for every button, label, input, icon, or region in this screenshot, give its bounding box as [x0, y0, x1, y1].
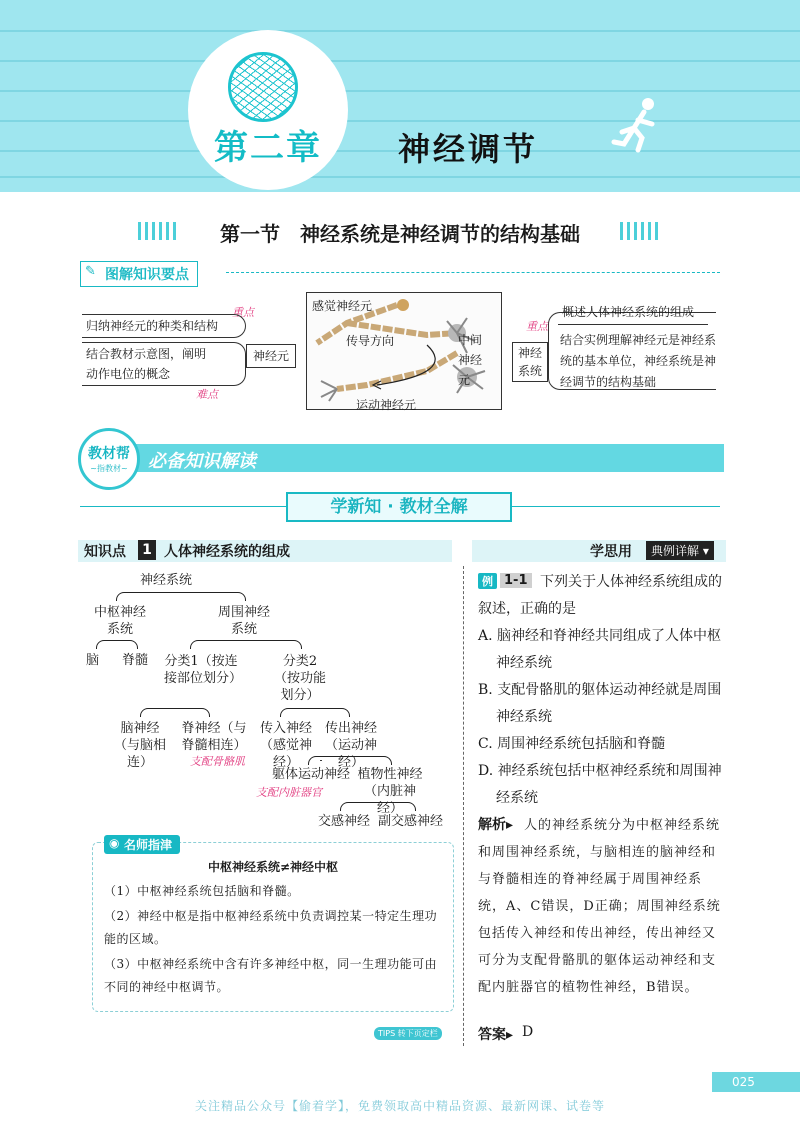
answer-value: D	[522, 1024, 534, 1040]
badge	[78, 428, 140, 490]
analysis-label-text: 解析	[478, 817, 506, 833]
option-c: C. 周围神经系统包括脑和脊髓	[478, 736, 666, 752]
example-tag: 例	[478, 573, 497, 589]
tree-note-skeletal: 支配骨骼肌	[190, 755, 245, 768]
triangle-right-icon: ▸	[506, 817, 514, 833]
tree-cranial: 脑神经（与脑相连）	[113, 721, 166, 770]
neuron-node: 神经元	[246, 344, 296, 368]
tree-note-viscera: 支配内脏器官	[256, 786, 322, 799]
diagram-tag	[80, 261, 198, 287]
section-title: 第一节 神经系统是神经调节的结构基础	[220, 222, 580, 246]
tag-rule	[226, 272, 720, 273]
right-item-2: 结合实例理解神经元是神经系统的基本单位，神经系统是神经调节的结构基础	[560, 333, 717, 389]
title-deco-right	[620, 222, 662, 240]
tree-brace-cat2	[280, 708, 350, 717]
sensory-neuron-label: 感觉神经元	[312, 299, 373, 313]
tree-brace-cns	[96, 640, 138, 649]
chapter-number: 第二章	[214, 128, 322, 168]
interneuron-label: 中间神经元	[458, 333, 483, 387]
triangle-right-icon-2: ▸	[506, 1027, 514, 1043]
tips-badge: TIPS 转下页定栏	[374, 1027, 442, 1040]
tree-somatic: 躯体运动神经	[272, 767, 351, 782]
direction-label: 传导方向	[346, 334, 395, 348]
right-item-1: 概述人体神经系统的组成	[562, 305, 695, 319]
right-key-mark: 重点	[526, 320, 548, 333]
badge-label: 教材帮	[88, 446, 130, 462]
diagram-tag-label: 图解知识要点	[105, 267, 189, 283]
tree-root: 神经系统	[140, 573, 193, 588]
pen-icon: ✎	[85, 264, 96, 279]
tree-brace-autonomic	[340, 802, 416, 811]
tree-brace-cat1	[140, 708, 210, 717]
tree-brain: 脑	[86, 653, 100, 668]
tree-parasympathetic: 副交感神经	[378, 814, 444, 829]
option-d: D. 神经系统包括中枢神经系统和周围神经系统	[478, 763, 722, 806]
tree-pns: 周围神经系统	[217, 605, 270, 637]
key-mark: 重点	[232, 306, 254, 319]
tree-spinal: 脊神经（与脊髓相连）	[181, 721, 247, 753]
option-b: B. 支配骨骼肌的躯体运动神经就是周围神经系统	[478, 682, 722, 725]
answer-label-text: 答案	[478, 1027, 506, 1043]
left-item-2: 结合教材示意图，阐明	[86, 347, 207, 361]
example-detail-label: 典例详解	[651, 544, 700, 558]
teacher-point-1: （1）中枢神经系统包括脑和脊髓。	[104, 884, 300, 898]
left-item-3: 动作电位的概念	[86, 367, 171, 381]
left-bracket-1	[82, 314, 246, 338]
motor-neuron-label: 运动神经元	[356, 398, 417, 412]
tree-spine: 脊髓	[122, 653, 149, 668]
right-bracket-divider	[558, 324, 708, 325]
analysis-text: 人的神经系统分为中枢神经系统和周围神经系统，与脑相连的脑神经和与脊髓相连的脊神经属于周围神经系统，A、C错误，D正确；周围神经系统包括传入神经和传出神经，传出神经又可分为支配骨骼肌的躯体运动神经和支配内脏器官的植物性神经，B错误。	[478, 818, 721, 995]
example-number: 1-1	[500, 573, 532, 588]
left-bracket-2	[82, 342, 246, 386]
teacher-point-2: （2）神经中枢是指中枢神经系统中负责调控某一特定生理功能的区域。	[104, 909, 438, 946]
badge-sublabel: ~指教材~	[90, 464, 128, 473]
knowledge-point-title: 人体神经系统的组成	[164, 544, 290, 560]
left-item-1: 归纳神经元的种类和结构	[86, 319, 219, 333]
banner-title: 必备知识解读	[148, 451, 256, 472]
knowledge-point-number: 1	[138, 540, 156, 560]
nervous-system-node: 神经系统	[512, 342, 548, 382]
tree-cat2: 分类2（按功能划分）	[273, 654, 326, 703]
triangle-down-icon: ▾	[702, 544, 709, 558]
tree-sympathetic: 交感神经	[318, 814, 371, 829]
column-divider	[463, 566, 464, 1046]
example-stem: 下列关于人体神经系统组成的叙述，正确的是	[478, 574, 722, 617]
yarn-ball-icon	[228, 52, 298, 122]
bulb-icon: ◉	[109, 836, 120, 850]
teacher-tip-label-text: 名师指津	[124, 838, 173, 852]
teacher-tip-label	[104, 835, 180, 854]
knowledge-point-label: 知识点	[84, 544, 126, 560]
option-a: A. 脑神经和脊神经共同组成了人体中枢神经系统	[478, 628, 722, 671]
answer-label	[478, 1024, 513, 1044]
chapter-title: 神经调节	[398, 130, 539, 168]
example-detail-button[interactable]	[646, 541, 714, 560]
tree-afferent: 传入神经（感觉神经）	[259, 721, 312, 770]
learn-box: 学新知 · 教材全解	[286, 492, 512, 522]
tree-cns: 中枢神经系统	[93, 605, 146, 637]
difficult-mark: 难点	[196, 388, 218, 401]
tree-brace-pns	[190, 640, 302, 649]
page-number: 025	[712, 1072, 800, 1092]
tree-efferent: 传出神经（运动神经）	[324, 721, 377, 770]
use-label: 学思用	[590, 544, 632, 560]
teacher-tip-title: 中枢神经系统≠神经中枢	[207, 860, 339, 874]
footer-note: 关注精品公众号【偷着学】，免费领取高中精品资源、最新网课、试卷等	[194, 1099, 605, 1113]
runner-icon	[608, 94, 668, 154]
teacher-point-3: （3）中枢神经系统中含有许多神经中枢，同一生理功能可由不同的神经中枢调节。	[104, 957, 438, 994]
tree-cat1: 分类1（按连接部位划分）	[164, 654, 243, 686]
tree-brace-root	[116, 592, 246, 601]
tree-autonomic: 植物性神经（内脏神经）	[357, 767, 423, 816]
